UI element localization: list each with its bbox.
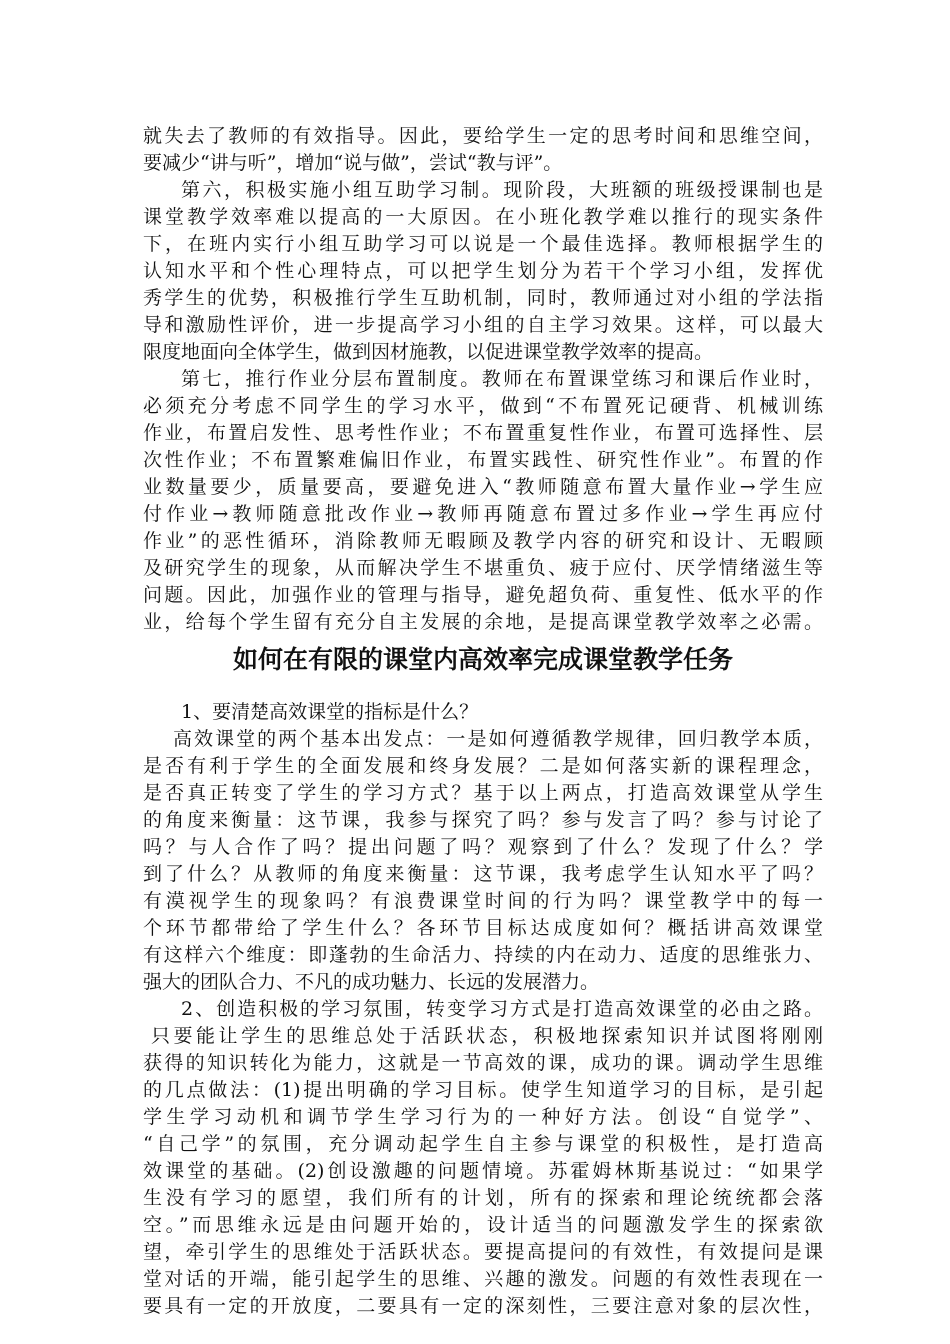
text-line: 课堂教学效率难以提高的一大原因。在小班化教学难以推行的现实条件 [143,206,823,228]
paragraph-question-1 [143,699,823,996]
text-line: 下，在班内实行小组互助学习可以说是一个最佳选择。教师根据学生的 [143,233,823,255]
text-line: 认知水平和个性心理特点，可以把学生划分为若干个学习小组，发挥优 [143,260,823,282]
text-line: 必须充分考虑不同学生的学习水平，做到“不布置死记硬背、机械训练 [143,395,823,417]
text-line: 获得的知识转化为能力，这就是一节高效的课，成功的课。调动学生思维 [143,1051,823,1074]
text-line: 效课堂的基础。(2)创设激趣的问题情境。苏霍姆林斯基说过：“如果学 [143,1159,823,1182]
question-heading: 1、要清楚高效课堂的指标是什么？ [181,700,479,723]
text-line: 次性作业；不布置繁难偏旧作业，布置实践性、研究性作业”。布置的作 [143,449,823,471]
text-line: 是否有利于学生的全面发展和终身发展？二是如何落实新的课程理念， [143,754,823,777]
text-line: 到了什么？从教师的角度来衡量：这节课，我考虑学生认知水平了吗？ [143,862,823,885]
text-line: 第六，积极实施小组互助学习制。现阶段，大班额的班级授课制也是 [181,179,823,201]
text-line: 的几点做法：(1)提出明确的学习目标。使学生知道学习的目标，是引起 [143,1078,823,1101]
text-line: 堂对话的开端，能引起学生的思维、兴趣的激发。问题的有效性表现在一 [143,1267,823,1290]
text-line: 业数量要少，质量要高，要避免进入“教师随意布置大量作业→学生应 [143,476,823,498]
text-line: 学生学习动机和调节学生学习行为的一种好方法。创设“自觉学”、 [143,1105,823,1128]
text-line: 吗？与人合作了吗？提出问题了吗？观察到了什么？发现了什么？学 [143,835,823,858]
text-line: 要减少“讲与听”，增加“说与做”，尝试“教与评”。 [143,152,563,174]
text-line: 就失去了教师的有效指导。因此，要给学生一定的思考时间和思维空间， [143,125,823,147]
paragraph-question-2 [143,996,823,1320]
text-line: 第七，推行作业分层布置制度。教师在布置课堂练习和课后作业时， [181,368,823,390]
text-line: 强大的团队合力、不凡的成功魅力、长远的发展潜力。 [143,970,600,993]
text-line: 导和激励性评价，进一步提高学习小组的自主学习效果。这样，可以最大 [143,314,823,336]
text-line: 空。”而思维永远是由问题开始的，设计适当的问题激发学生的探索欲 [143,1213,823,1236]
text-line: 秀学生的优势，积极推行学生互助机制，同时，教师通过对小组的学法指 [143,287,823,309]
text-line: 的角度来衡量：这节课，我参与探究了吗？参与发言了吗？参与讨论了 [143,808,823,831]
text-line: 个环节都带给了学生什么？各环节目标达成度如何？概括讲高效课堂 [143,916,823,939]
text-line: 高效课堂的两个基本出发点：一是如何遵循教学规律，回归教学本质， [173,727,823,750]
text-line: “自己学”的氛围，充分调动起学生自主参与课堂的积极性，是打造高 [143,1132,823,1155]
question-heading: 2、创造积极的学习氛围，转变学习方式是打造高效课堂的必由之路。 [181,997,823,1020]
paragraph-continuation [143,123,823,177]
text-line: 作业，布置启发性、思考性作业；不布置重复性作业，布置可选择性、层 [143,422,823,444]
text-line: 作业”的恶性循环，消除教师无暇顾及教学内容的研究和设计、无暇顾 [143,530,823,552]
paragraph-point-6 [143,177,823,366]
section-title: 如何在有限的课堂内高效率完成课堂教学任务 [232,645,733,674]
paragraph-point-7 [143,366,823,636]
text-line: 问题。因此，加强作业的管理与指导，避免超负荷、重复性、低水平的作 [143,584,823,606]
text-line: 生没有学习的愿望，我们所有的计划，所有的探索和理论统统都会落 [143,1186,823,1209]
text-line: 只要能让学生的思维总处于活跃状态，积极地探索知识并试图将刚刚 [151,1024,823,1047]
text-line: 是否真正转变了学生的学习方式？基于以上两点，打造高效课堂从学生 [143,781,823,804]
text-line: 限度地面向全体学生，做到因材施教，以促进课堂教学效率的提高。 [143,341,714,363]
text-line: 有这样六个维度：即蓬勃的生命活力、持续的内在动力、适度的思维张力、 [143,943,823,966]
text-line: 付作业→教师随意批改作业→教师再随意布置过多作业→学生再应付 [143,503,823,525]
document-page [143,123,823,1320]
text-line: 及研究学生的现象，从而解决学生不堪重负、疲于应付、厌学情绪滋生等 [143,557,823,579]
text-line: 有漠视学生的现象吗？有浪费课堂时间的行为吗？课堂教学中的每一 [143,889,823,912]
text-line: 业，给每个学生留有充分自主发展的余地，是提高课堂教学效率之必需。 [143,611,823,633]
text-line: 望，牵引学生的思维处于活跃状态。要提高提问的有效性，有效提问是课 [143,1240,823,1263]
text-line: 要具有一定的开放度，二要具有一定的深刻性，三要注意对象的层次性， [143,1294,823,1317]
